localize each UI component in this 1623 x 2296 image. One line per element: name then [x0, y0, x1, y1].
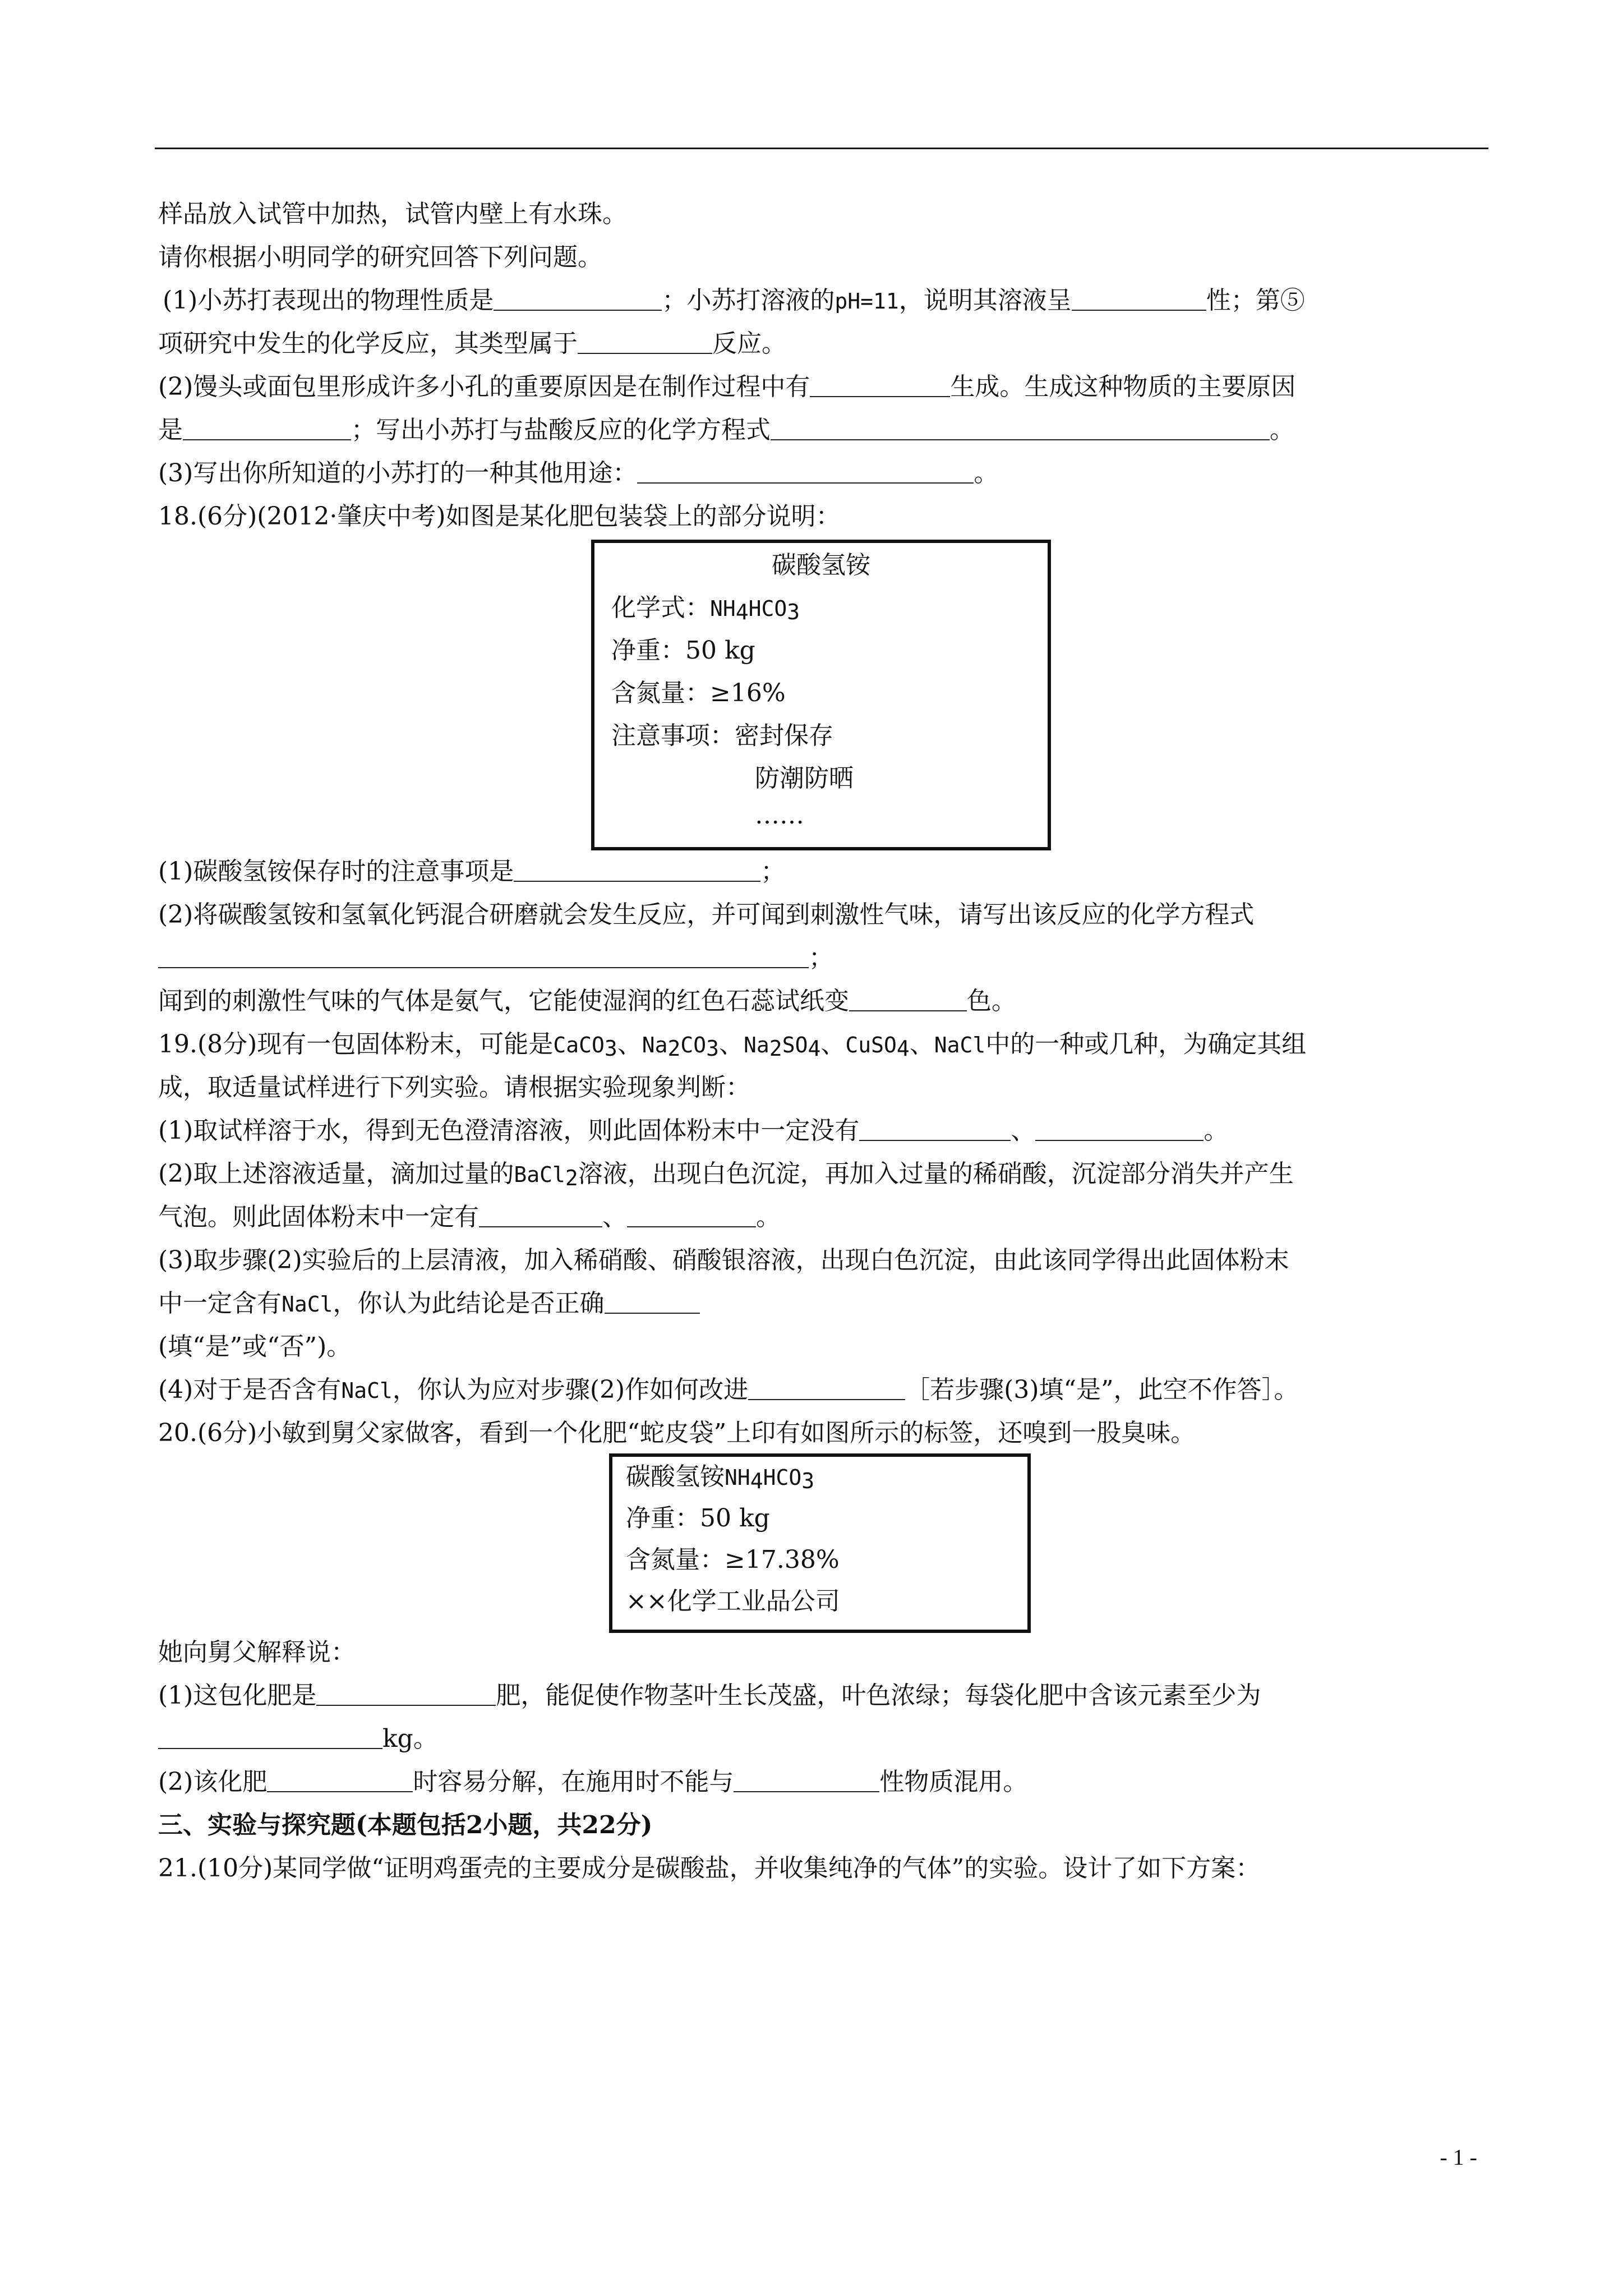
q19-part3-line1: (3)取步骤(2)实验后的上层清液，加入稀硝酸、硝酸银溶液，出现白色沉淀，由此该同学得出此固体粉末 — [158, 1246, 1289, 1274]
q20-part1-line1: (1)这包化肥是 肥，能促使作物茎叶生长茂盛，叶色浓绿；每袋化肥中含该元素至少为 — [158, 1681, 1261, 1710]
blank[interactable] — [605, 1288, 700, 1314]
q19-part4: (4)对于是否含有NaCl，你认为应对步骤(2)作如何改进 ［若步骤(3)填“是”，此空不作答］。 — [158, 1375, 1299, 1404]
fertilizer-label-box-2 — [609, 1453, 1031, 1633]
blank[interactable] — [859, 1115, 1011, 1141]
blank[interactable] — [771, 415, 1270, 440]
q20-part2: (2)该化肥 时容易分解，在施用时不能与 性物质混用。 — [158, 1768, 1028, 1796]
label-nitrogen: 含氮量：≥16% — [611, 679, 786, 707]
q18-part1: (1)碳酸氢铵保存时的注意事项是 ； — [158, 857, 786, 886]
q20-intro: 她向舅父解释说： — [158, 1638, 356, 1667]
blank[interactable] — [637, 458, 974, 484]
blank[interactable] — [158, 1723, 382, 1749]
blank[interactable] — [267, 1766, 413, 1792]
label2-weight: 净重：50 kg — [626, 1504, 770, 1533]
blank[interactable] — [627, 1202, 756, 1227]
q19-part3-line3: (填“是”或“否”)。 — [158, 1332, 352, 1361]
q19-part2-line2: 气泡。则此固体粉末中一定有 、 。 — [158, 1203, 781, 1231]
q17-part3: (3)写出你所知道的小苏打的一种其他用途： 。 — [158, 459, 999, 487]
q17-part1-line2: 项研究中发生的化学反应，其类型属于 反应。 — [158, 329, 786, 358]
q17-part2-line1: (2)馒头或面包里形成许多小孔的重要原因是在制作过程中有 生成。生成这种物质的主要原因 — [158, 372, 1296, 401]
q19-part2-line1: (2)取上述溶液适量，滴加过量的BaCl$_2$溶液，出现白色沉淀，再加入过量的稀硝酸，沉淀部分消失并产生 — [158, 1159, 1294, 1190]
q17-part1-line1: (1)小苏打表现出的物理性质是 ；小苏打溶液的pH=11，说明其溶液呈 性；第⑤ — [163, 286, 1305, 315]
page-number: - 1 - — [1440, 2145, 1477, 2170]
label-title: 碳酸氢铵 — [772, 551, 870, 579]
blank[interactable] — [1072, 285, 1206, 311]
blank[interactable] — [578, 328, 712, 354]
blank[interactable] — [748, 1374, 905, 1400]
blank[interactable] — [316, 1680, 496, 1706]
continued-line-2: 请你根据小明同学的研究回答下列问题。 — [158, 243, 602, 272]
q19-part1: (1)取试样溶于水，得到无色澄清溶液，则此固体粉末中一定没有 、 。 — [158, 1116, 1229, 1145]
blank[interactable] — [849, 986, 967, 1011]
q20-stem: 20.(6分)小敏到舅父家做客，看到一个化肥“蛇皮袋”上印有如图所示的标签，还嗅到一股臭味。 — [158, 1419, 1196, 1447]
q18-stem: 18.(6分)(2012·肇庆中考)如图是某化肥包装袋上的部分说明： — [158, 502, 841, 531]
q18-part2-answer: ； — [158, 941, 833, 975]
q18-part3: 闻到的刺激性气味的气体是氨气，它能使湿润的红色石蕊试纸变 色。 — [158, 987, 1016, 1015]
continued-line-1: 样品放入试管中加热，试管内壁上有水珠。 — [158, 200, 627, 228]
label-formula: 化学式：$NH_4HCO_3$ — [611, 593, 800, 624]
q19-stem-line2: 成，取适量试样进行下列实验。请根据实验现象判断： — [158, 1073, 750, 1102]
blank[interactable] — [1035, 1115, 1204, 1141]
q19-stem-line1: 19.(8分)现有一包固体粉末，可能是CaCO$_3$、$Na_2CO_3$、$Na_2SO_4$、CuSO$_4$、NaCl中的一种或几种，为确定其组 — [158, 1030, 1307, 1061]
q20-part1-line2: kg。 — [158, 1722, 438, 1756]
header-rule — [155, 148, 1488, 149]
label-weight: 净重：50 kg — [611, 636, 755, 665]
label-notes: 注意事项：密封保存 — [611, 721, 833, 750]
fertilizer-label-box-1 — [591, 540, 1051, 850]
blank[interactable] — [494, 285, 662, 311]
q21-stem: 21.(10分)某同学做“证明鸡蛋壳的主要成分是碳酸盐，并收集纯净的气体”的实验。设计了如下方案： — [158, 1854, 1261, 1883]
label2-company: ××化学工业品公司 — [626, 1587, 840, 1616]
blank[interactable] — [183, 415, 351, 440]
blank[interactable] — [514, 856, 760, 882]
label2-nitrogen: 含氮量：≥17.38% — [626, 1545, 840, 1574]
blank[interactable] — [734, 1766, 879, 1792]
label-notes-2: 防潮防晒 — [755, 764, 854, 793]
blank[interactable] — [158, 942, 809, 968]
blank[interactable] — [479, 1202, 602, 1227]
q17-part2-line2: 是 ；写出小苏打与盐酸反应的化学方程式 。 — [158, 416, 1294, 444]
blank[interactable] — [810, 371, 950, 397]
q19-part3-line2: 中一定含有NaCl，你认为此结论是否正确 — [158, 1287, 700, 1320]
label2-name: 碳酸氢铵$NH_4HCO_3$ — [626, 1462, 815, 1493]
section-3-title: 三、实验与探究题(本题包括2小题，共22分) — [158, 1811, 653, 1839]
label-notes-3: …… — [755, 801, 804, 830]
q18-part2: (2)将碳酸氢铵和氢氧化钙混合研磨就会发生反应，并可闻到刺激性气味，请写出该反应的化学方程式 — [158, 900, 1255, 929]
